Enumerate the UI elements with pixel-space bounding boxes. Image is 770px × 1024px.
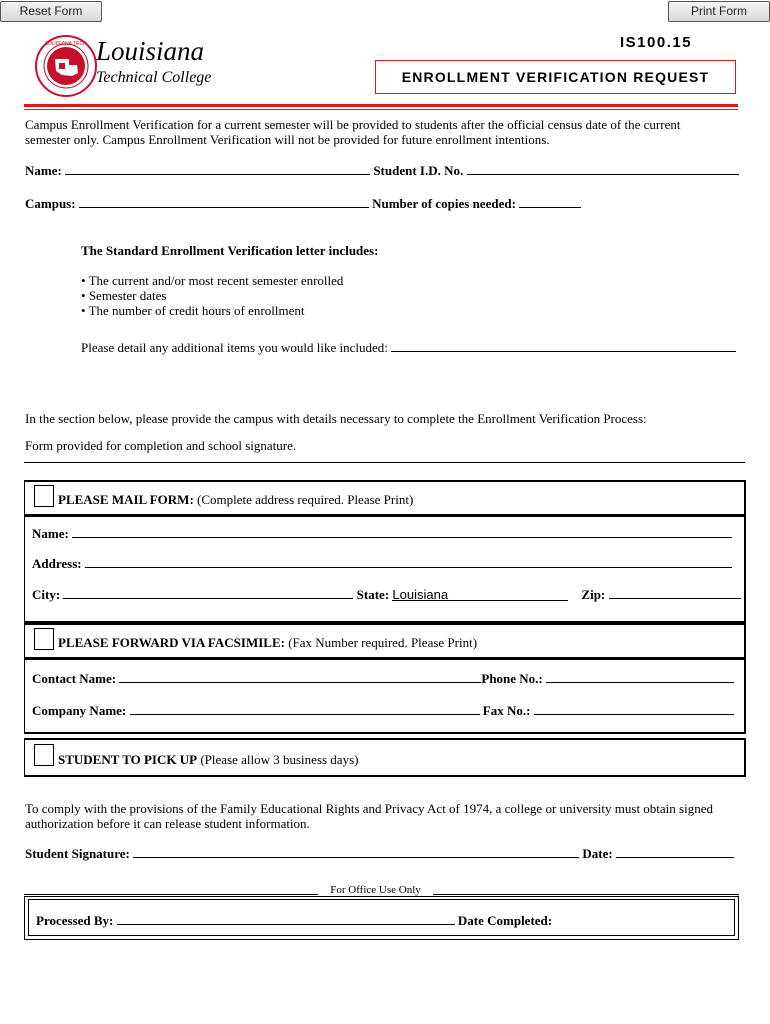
zip-field[interactable] (609, 587, 741, 599)
signature-date-field[interactable] (616, 846, 734, 858)
mail-address-field[interactable] (85, 556, 732, 568)
standard-item: • The current and/or most recent semester enrolled (81, 273, 344, 288)
ferpa-text: To comply with the provisions of the Family Educational Rights and Privacy Act of 1974, a college or university must obtain signed authorization before it can release student information. (25, 801, 713, 831)
mail-city-row (32, 587, 741, 602)
copies-field[interactable] (519, 196, 581, 208)
pickup-checkbox[interactable] (34, 744, 54, 766)
date-completed-label: Date Completed: (457, 913, 553, 928)
office-row (36, 913, 552, 928)
city-label: City: (32, 587, 61, 602)
student-id-field[interactable] (467, 163, 739, 175)
name-label: Name: (25, 163, 62, 178)
office-rule-left (24, 894, 318, 895)
college-seal-logo (35, 35, 97, 97)
copies-label: Number of copies needed: (372, 196, 516, 211)
standard-list (81, 273, 343, 318)
mail-form-checkbox[interactable] (34, 485, 54, 507)
section-intro: In the section below, please provide the campus with details necessary to complete the Enrollment Verification Process: (25, 411, 647, 426)
standard-heading: The Standard Enrollment Verification letter includes: (81, 243, 379, 258)
office-rule-right (433, 894, 739, 895)
form-title: ENROLLMENT VERIFICATION REQUEST (401, 69, 710, 85)
section-divider (24, 462, 745, 463)
campus-field[interactable] (79, 196, 369, 208)
mail-name-label: Name: (32, 526, 69, 541)
student-id-label: Student I.D. No. (373, 163, 464, 178)
signature-label: Student Signature: (25, 846, 130, 861)
logo-title: Louisiana (96, 36, 205, 66)
signature-row (25, 846, 734, 861)
mail-name-row (32, 526, 732, 541)
company-name-field[interactable] (130, 703, 480, 715)
fax-contact-row (32, 671, 734, 686)
additional-label: Please detail any additional items you would like included: (81, 340, 388, 355)
logo-subtitle: Technical College (96, 69, 212, 86)
state-field[interactable]: Louisiana (392, 587, 568, 601)
fax-checkbox[interactable] (34, 628, 54, 650)
pickup-heading: STUDENT TO PICK UP (Please allow 3 business days) (58, 752, 359, 767)
campus-label: Campus: (25, 196, 76, 211)
additional-field[interactable] (391, 340, 736, 352)
office-use-title: For Office Use Only (330, 884, 421, 896)
phone-field[interactable] (546, 671, 734, 683)
phone-label: Phone No.: (481, 671, 543, 686)
contact-name-field[interactable] (119, 671, 481, 683)
name-field[interactable] (65, 163, 370, 175)
company-name-label: Company Name: (32, 703, 127, 718)
standard-item: • The number of credit hours of enrollment (81, 303, 305, 318)
print-form-button[interactable]: Print Form (668, 1, 770, 22)
svg-text:LOUISIANA TECH: LOUISIANA TECH (45, 41, 87, 47)
reset-form-button[interactable]: Reset Form (0, 1, 102, 22)
form-code: IS100.15 (620, 34, 693, 51)
mail-address-row (32, 556, 732, 571)
processed-by-label: Processed By: (36, 913, 114, 928)
additional-row (81, 340, 736, 355)
form-title-box (375, 60, 736, 94)
form-provided-text: Form provided for completion and school signature. (25, 438, 297, 453)
name-row (25, 163, 739, 178)
mail-heading: PLEASE MAIL FORM: (Complete address required. Please Print) (58, 492, 414, 507)
mail-address-label: Address: (32, 556, 82, 571)
campus-row (25, 196, 581, 211)
fax-heading: PLEASE FORWARD VIA FACSIMILE: (Fax Number required. Please Print) (58, 635, 478, 650)
header-divider-thin (24, 109, 738, 110)
signature-date-label: Date: (582, 846, 613, 861)
signature-field[interactable] (133, 846, 579, 858)
fax-company-row (32, 703, 734, 718)
zip-label: Zip: (581, 587, 606, 602)
contact-name-label: Contact Name: (32, 671, 117, 686)
processed-by-field[interactable] (117, 913, 455, 925)
state-label: State: (356, 587, 390, 602)
city-field[interactable] (63, 587, 353, 599)
header-divider (24, 104, 738, 107)
standard-item: • Semester dates (81, 288, 167, 303)
fax-details-box (24, 658, 746, 734)
mail-name-field[interactable] (72, 526, 732, 538)
fax-field[interactable] (534, 703, 734, 715)
fax-label: Fax No.: (482, 703, 531, 718)
intro-text: Campus Enrollment Verification for a current semester will be provided to students after the official census date of the current semester only. Campus Enrollment Verification will not be provided for future enrollment intentions. (25, 117, 681, 147)
